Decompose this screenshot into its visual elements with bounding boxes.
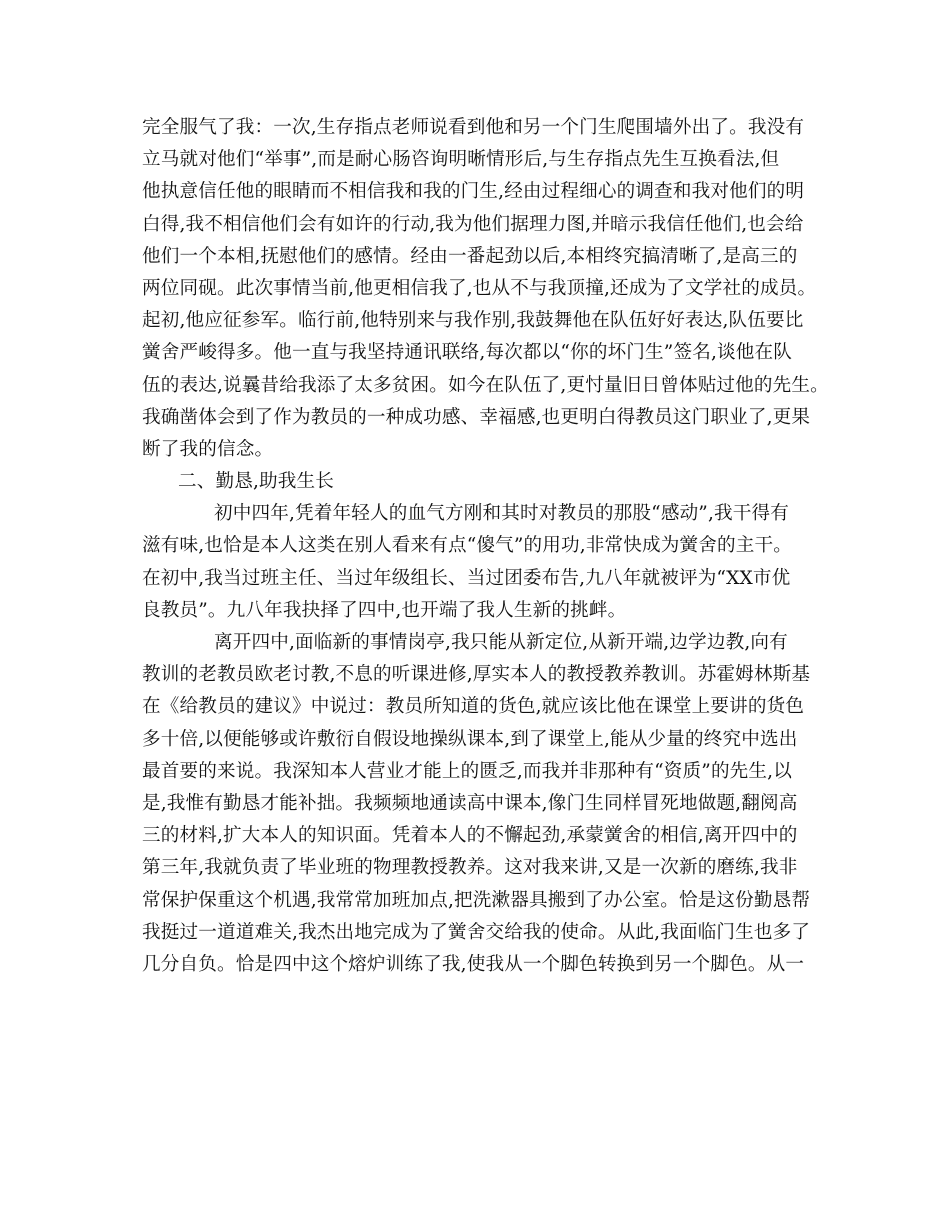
text-line: 最首要的来说。我深知本人营业才能上的匮乏,而我并非那种有“资质”的先生,以 bbox=[142, 760, 792, 782]
paragraph-first-line: 初中四年,凭着年轻人的血气方刚和其时对教员的那股“感动”,我干得有 bbox=[214, 503, 790, 525]
text-line: 在初中,我当过班主任、当过年级组长、当过团委布告,九八年就被评为“XX市优 bbox=[142, 567, 791, 589]
text-line: 常保护保重这个机遇,我常常加班加点,把洗漱器具搬到了办公室。恰是这份勤恳帮 bbox=[142, 889, 811, 911]
text-line: 起初,他应征参军。临行前,他特别来与我作别,我鼓舞他在队伍好好表达,队伍要比 bbox=[142, 310, 804, 332]
text-line: 第三年,我就负责了毕业班的物理教授教养。这对我来讲,又是一次新的磨练,我非 bbox=[142, 857, 798, 879]
text-line: 黉舍严峻得多。他一直与我坚持通讯联络,每次都以“你的坏门生”签名,谈他在队 bbox=[142, 342, 792, 364]
text-line: 他执意信任他的眼睛而不相信我和我的门生,经由过程细心的调查和我对他们的明 bbox=[142, 181, 805, 203]
paragraph-first-line: 离开四中,面临新的事情岗亭,我只能从新定位,从新开端,边学边教,向有 bbox=[214, 632, 788, 653]
document-body bbox=[142, 112, 832, 981]
text-line: 是,我惟有勤恳才能补拙。我频频地通读高中课本,像门生同样冒死地做题,翻阅高 bbox=[142, 792, 798, 814]
text-line: 良教员”。九八年我抉择了四中,也开端了我人生新的挑衅。 bbox=[142, 599, 627, 621]
section-heading: 二、勤恳,助我生长 bbox=[178, 471, 335, 493]
text-line: 滋有味,也恰是本人这类在别人看来有点“傻气”的用功,非常快成为黉舍的主干。 bbox=[142, 535, 792, 557]
text-line: 在《给教员的建议》中说过：教员所知道的货色,就应该比他在课堂上要讲的货色 bbox=[142, 696, 805, 718]
text-line: 完全服气了我：一次,生存指点老师说看到他和另一个门生爬围墙外出了。我没有 bbox=[142, 117, 805, 138]
text-line: 教训的老教员欧老讨教,不息的听课进修,厚实本人的教授教养教训。苏霍姆林斯基 bbox=[142, 664, 811, 686]
text-line: 他们一个本相,抚慰他们的感情。经由一番起劲以后,本相终究搞清晰了,是高三的 bbox=[142, 245, 798, 267]
text-line: 几分自负。恰是四中这个熔炉训练了我,使我从一个脚色转换到另一个脚色。从一 bbox=[142, 953, 805, 975]
text-line: 断了我的信念。 bbox=[142, 438, 274, 460]
text-line: 我挺过一道道难关,我杰出地完成为了黉舍交给我的使命。从此,我面临门生也多了 bbox=[142, 921, 811, 943]
text-line: 白得,我不相信他们会有如许的行动,我为他们据理力图,并暗示我信任他们,也会给 bbox=[142, 213, 804, 235]
text-line: 两位同砚。此次事情当前,他更相信我了,也从不与我顶撞,还成为了文学社的成员。 bbox=[142, 277, 817, 299]
text-line: 伍的表达,说曩昔给我添了太多贫困。如今在队伍了,更忖量旧日曾体贴过他的先生。 bbox=[142, 374, 829, 396]
text-line: 多十倍,以便能够或许敷衍自假设地操纵课本,到了课堂上,能从少量的终究中选出 bbox=[142, 728, 798, 750]
text-line: 三的材料,扩大本人的知识面。凭着本人的不懈起劲,承蒙黉舍的相信,离开四中的 bbox=[142, 825, 798, 847]
text-line: 立马就对他们“举事”,而是耐心肠咨询明晰情形后,与生存指点先生互换看法,但 bbox=[142, 149, 780, 171]
text-line: 我确凿体会到了作为教员的一种成功感、幸福感,也更明白得教员这门职业了,更果 bbox=[142, 406, 811, 428]
